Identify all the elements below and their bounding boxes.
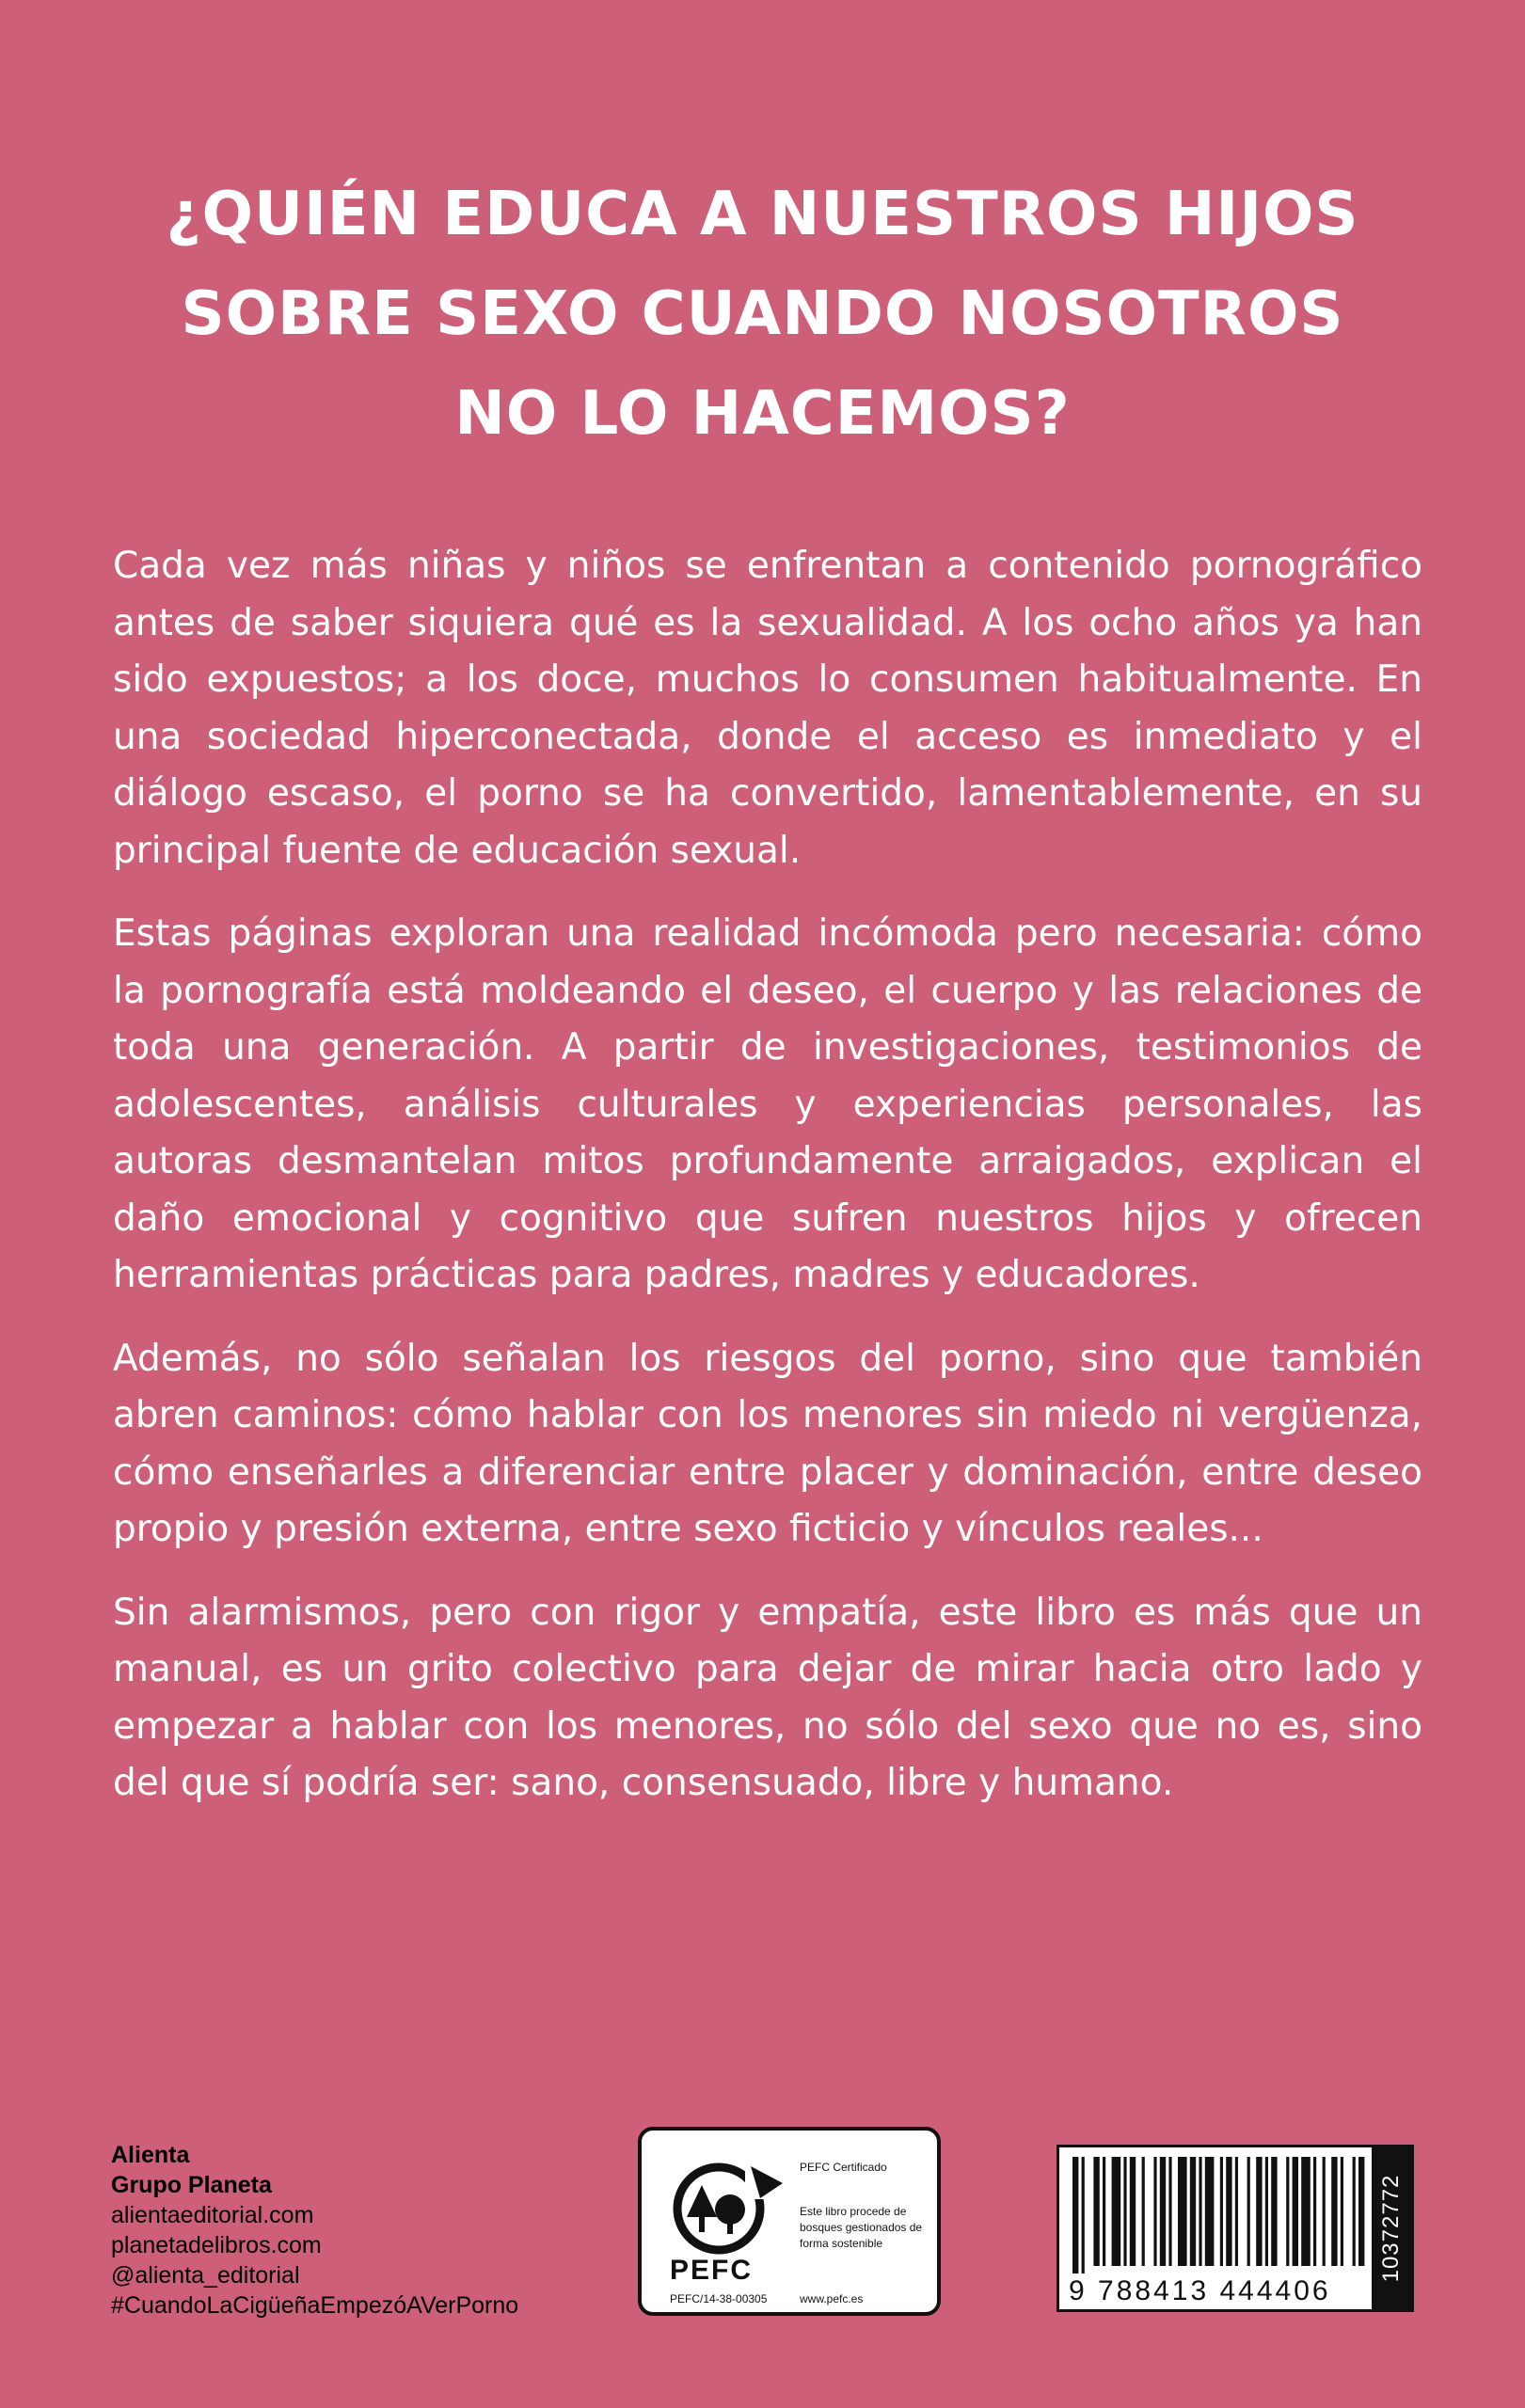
barcode-bar (1112, 2157, 1121, 2266)
barcode-bar (1168, 2157, 1171, 2266)
barcode-bar (1160, 2157, 1166, 2266)
cover-headline (113, 165, 1412, 464)
book-hashtag: #CuandoLaCigüeñaEmpezóAVerPorno (111, 2292, 519, 2319)
pefc-code: PEFC/14-38-00305 (670, 2292, 768, 2305)
product-code-strip (1372, 2147, 1411, 2309)
barcode-bar (1123, 2157, 1126, 2266)
barcode-bar (1341, 2157, 1343, 2266)
barcode-bar (1220, 2157, 1223, 2266)
synopsis-paragraph-1: Cada vez más niñas y niños se enfrentan a contenido pornográfico antes de saber siquiera qué es la sexualidad. A los ocho años ya han sido expuestos; a los doce, muchos lo consumen habitualmente. En una sociedad hiperconectada, donde el acceso es inmediato y el diálogo escaso, el porno se ha convertido, lamentablemente, en su principal fuente de educación sexual. (113, 545, 1422, 872)
barcode-bar (1353, 2157, 1356, 2266)
barcode-bar (1358, 2157, 1364, 2266)
barcode-bar (1142, 2157, 1145, 2266)
barcode-bar (1190, 2157, 1196, 2266)
pefc-tree-icon (670, 2157, 792, 2260)
headline-line-1: ¿QUIÉN EDUCA A NUESTROS HIJOS (166, 180, 1359, 249)
pefc-certification-box (638, 2127, 941, 2316)
isbn-number: 9 788413 444406 (1069, 2275, 1331, 2306)
barcode-bar (1265, 2157, 1268, 2266)
pefc-website: www.pefc.es (800, 2292, 864, 2305)
publisher-website-1: alientaeditorial.com (111, 2202, 314, 2228)
publisher-social: @alienta_editorial (111, 2262, 300, 2289)
publisher-website-2: planetadelibros.com (111, 2232, 322, 2258)
barcode-bar (1323, 2157, 1326, 2266)
barcode-bar (1247, 2157, 1250, 2266)
pefc-logo-text: PEFC (670, 2255, 754, 2286)
publisher-group: Grupo Planeta (111, 2172, 272, 2198)
barcode-bar (1199, 2157, 1201, 2266)
barcode-bar (1130, 2157, 1136, 2266)
isbn-barcode (1056, 2145, 1414, 2312)
barcode-bars (1072, 2157, 1370, 2273)
barcode-bar (1271, 2157, 1277, 2266)
barcode-bar (1226, 2157, 1231, 2266)
headline-line-3: NO LO HACEMOS? (454, 379, 1071, 449)
headline-line-2: SOBRE SEXO CUANDO NOSOTROS (181, 279, 1344, 349)
barcode-bar (1331, 2157, 1337, 2266)
barcode-bar (1153, 2157, 1156, 2266)
imprint-name: Alienta (111, 2142, 190, 2168)
barcode-bar (1103, 2157, 1105, 2266)
barcode-bar (1286, 2157, 1289, 2266)
pefc-certified-label: PEFC Certificado (800, 2161, 887, 2174)
synopsis (113, 538, 1422, 1839)
product-code: 10372772 (1378, 2174, 1404, 2283)
barcode-bar (1313, 2157, 1316, 2266)
synopsis-paragraph-2: Estas páginas exploran una realidad incómoda pero necesaria: cómo la pornografía está moldeando el deseo, el cuerpo y las relaciones de toda una generación. A partir de investigaciones, testimonios de adolescentes, análisis culturales y experiencias personales, las autoras desmantelan mitos profundamente arraigados, explican el daño emocional y cognitivo que sufren nuestros hijos y ofrecen herramientas prácticas para padres, madres y educadores. (113, 912, 1422, 1296)
barcode-bar (1301, 2157, 1311, 2266)
barcode-bar (1293, 2157, 1298, 2266)
barcode-bar (1235, 2157, 1238, 2266)
synopsis-paragraph-3: Además, no sólo señalan los riesgos del porno, sino que también abren caminos: cómo hablar con los menores sin miedo ni vergüenza, cómo enseñarles a diferenciar entre placer y dominación, entre deseo propio y presión externa, entre sexo ficticio y vínculos reales... (113, 1337, 1422, 1550)
barcode-bar (1205, 2157, 1215, 2266)
barcode-bar (1178, 2157, 1187, 2266)
synopsis-paragraph-4: Sin alarmismos, pero con rigor y empatía, este libro es más que un manual, es un grito colectivo para dejar de mirar hacia otro lado y empezar a hablar con los menores, no sólo del sexo que no es, sino del que sí podría ser: sano, consensuado, libre y humano. (113, 1591, 1422, 1804)
barcode-bar (1256, 2157, 1262, 2266)
barcode-bar (1093, 2157, 1099, 2266)
barcode-bar (1072, 2157, 1078, 2273)
publisher-info (111, 2140, 638, 2321)
pefc-description: Este libro procede de bosques gestionados de forma sostenible (800, 2205, 923, 2250)
barcode-bar (1082, 2157, 1085, 2273)
